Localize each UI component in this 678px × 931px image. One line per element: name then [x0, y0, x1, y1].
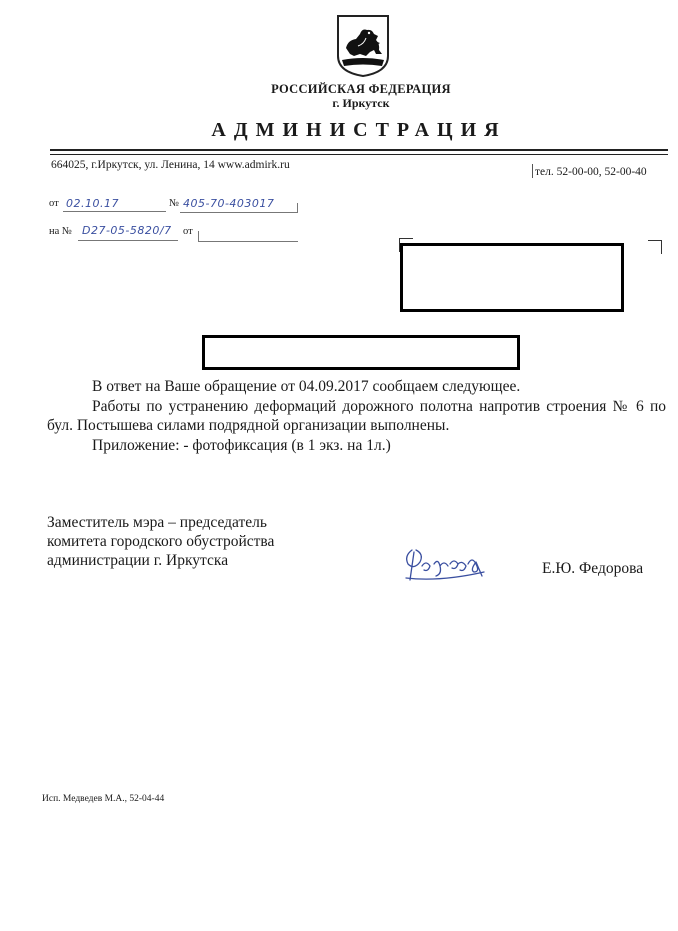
body-paragraph-2: Работы по устранению деформаций дорожного полотна напротив строения № 6 по бул. Постышева силами подрядной организации выполнены. [47, 397, 666, 434]
letter-body [47, 377, 666, 455]
organization-title: АДМИНИСТРАЦИЯ [211, 119, 507, 141]
organization-address: 664025, г.Иркутск, ул. Ленина, 14 www.admirk.ru [51, 159, 290, 171]
number-label: № [169, 198, 180, 209]
reference-label: на № [49, 226, 72, 237]
reference-date-underline [198, 241, 298, 242]
city-name: г. Иркутск [332, 96, 390, 110]
signatory-title-line-3: администрации г. Иркутска [47, 552, 229, 569]
country-name: РОССИЙСКАЯ ФЕДЕРАЦИЯ [271, 82, 451, 96]
body-paragraph-1: В ответ на Ваше обращение от 04.09.2017 сообщаем следующее. [92, 378, 521, 395]
signatory-name: Е.Ю. Федорова [542, 560, 644, 577]
reference-underline [78, 240, 178, 241]
signatory-title-line-1: Заместитель мэра – председатель [47, 514, 267, 531]
reference-value: D27-05-5820/7 [82, 224, 172, 237]
reference-date-tick [198, 231, 199, 241]
handwritten-signature [400, 542, 492, 586]
date-value: 02.10.17 [66, 197, 119, 210]
signatory-title-line-2: комитета городского обустройства [47, 533, 275, 550]
signatory-title [47, 513, 347, 570]
header-rule-thick [50, 149, 668, 151]
header-rule-thin [50, 154, 668, 155]
organization-phone: тел. 52-00-00, 52-00-40 [535, 166, 647, 178]
phone-separator [532, 164, 533, 178]
date-underline [63, 211, 166, 212]
reference-date-label: от [183, 226, 193, 237]
coat-of-arms-icon [336, 14, 390, 78]
number-end-tick [297, 203, 298, 213]
number-value: 405-70-403017 [183, 197, 275, 210]
redacted-salutation [202, 335, 520, 370]
addressee-corner-right [648, 240, 662, 254]
date-label: от [49, 198, 59, 209]
body-paragraph-3: Приложение: - фотофиксация (в 1 экз. на 1л.) [92, 436, 391, 454]
executor-info: Исп. Медведев М.А., 52-04-44 [42, 794, 165, 804]
redacted-addressee [400, 243, 624, 312]
number-underline [180, 212, 298, 213]
